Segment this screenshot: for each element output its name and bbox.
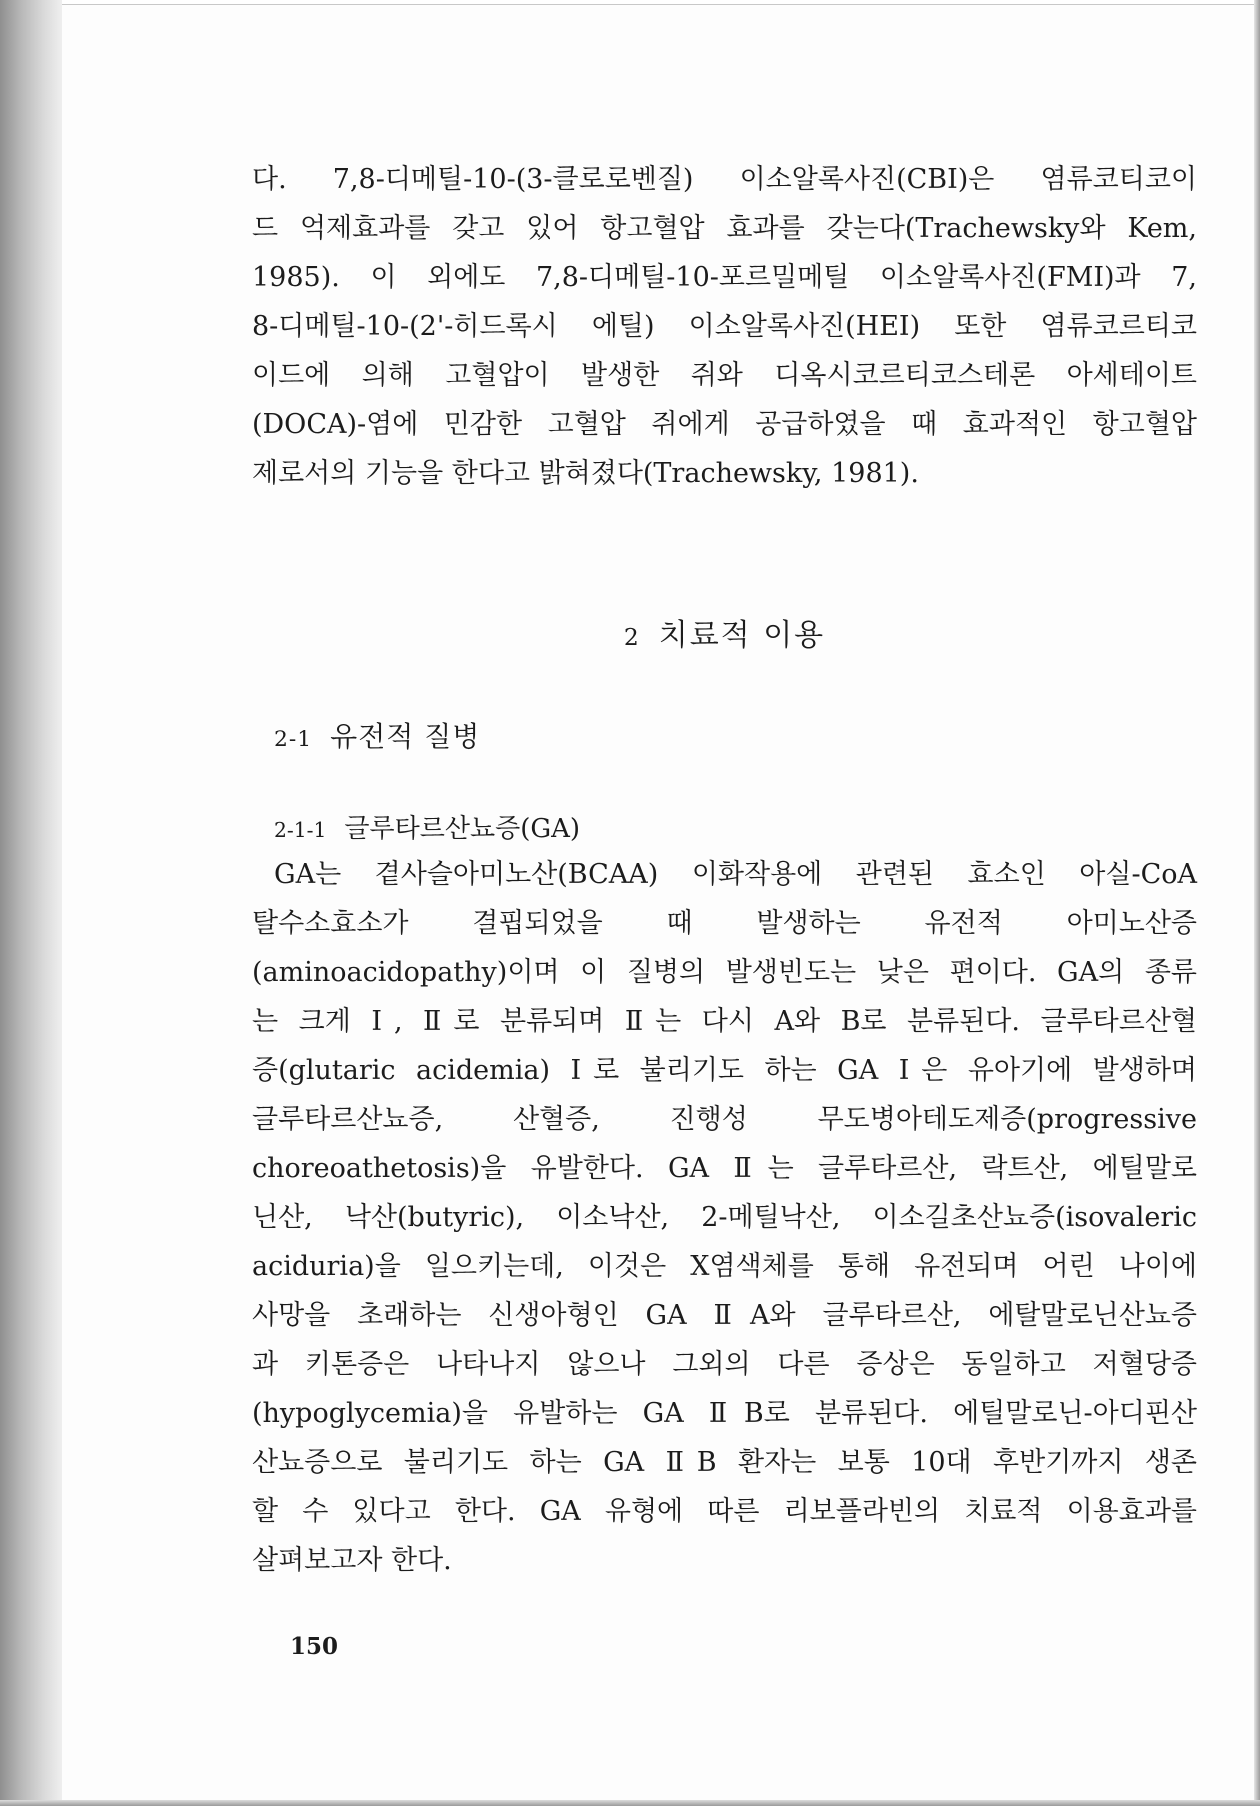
subsubsection-title: 글루타르산뇨증(GA) <box>344 814 581 844</box>
paragraph-1 <box>252 155 1197 498</box>
paragraph-line: 할 수 있다고 한다. GA 유형에 따른 리보플라빈의 치료적 이용효과를 <box>252 1496 1197 1527</box>
paragraph-line: 사망을 초래하는 신생아형인 GA ⅡA와 글루타르산, 에탈말로닌산뇨증 <box>252 1300 1197 1331</box>
section-number: 2 <box>623 623 641 651</box>
paragraph-line: 드 억제효과를 갖고 있어 항고혈압 효과를 갖는다(Trachewsky와 Kem, <box>252 213 1197 244</box>
paragraph-line: aciduria)을 일으키는데, 이것은 X염색체를 통해 유전되며 어린 나이에 <box>252 1251 1197 1282</box>
paragraph-line: 는 크게 Ⅰ, Ⅱ로 분류되며 Ⅱ는 다시 A와 B로 분류된다. 글루타르산혈 <box>252 1006 1197 1037</box>
paragraph-line: choreoathetosis)을 유발한다. GA Ⅱ는 글루타르산, 락트산, 에틸말로 <box>252 1153 1197 1184</box>
book-page <box>62 4 1254 1801</box>
paragraph-line: 다. 7,8-디메틸-10-(3-클로로벤질) 이소알록사진(CBI)은 염류코티코이 <box>252 164 1197 195</box>
book-bottom-edge <box>0 1800 1260 1806</box>
paragraph-line: 제로서의 기능을 한다고 밝혀졌다(Trachewsky, 1981). <box>252 458 919 489</box>
subsection-heading <box>274 715 480 755</box>
section-title: 치료적 이용 <box>658 618 826 653</box>
paragraph-line: (hypoglycemia)을 유발하는 GA ⅡB로 분류된다. 에틸말로닌-아디핀산 <box>252 1398 1197 1429</box>
paragraph-line: 증(glutaric acidemia) Ⅰ로 불리기도 하는 GA Ⅰ은 유아기에 발생하며 <box>252 1055 1197 1086</box>
paragraph-line: 8-디메틸-10-(2'-히드록시 에틸) 이소알록사진(HEI) 또한 염류코르티코 <box>252 311 1197 342</box>
paragraph-line: (aminoacidopathy)이며 이 질병의 발생빈도는 낮은 편이다. GA의 종류 <box>252 957 1197 988</box>
page-edge-right <box>1254 0 1260 1806</box>
paragraph-line: (DOCA)-염에 민감한 고혈압 쥐에게 공급하였을 때 효과적인 항고혈압 <box>252 409 1197 440</box>
subsubsection-heading <box>274 808 580 845</box>
subsection-title: 유전적 질병 <box>330 720 481 753</box>
subsubsection-number: 2-1-1 <box>274 818 327 842</box>
paragraph-line: 탈수소효소가 결핍되었을 때 발생하는 유전적 아미노산증 <box>252 908 1197 939</box>
paragraph-line: 1985). 이 외에도 7,8-디메틸-10-포르밀메틸 이소알록사진(FMI)과 7, <box>252 262 1197 293</box>
section-heading <box>252 610 1197 654</box>
book-spine-shadow <box>0 0 62 1806</box>
paragraph-2 <box>252 850 1197 1585</box>
paragraph-line: 산뇨증으로 불리기도 하는 GA ⅡB 환자는 보통 10대 후반기까지 생존 <box>252 1447 1197 1478</box>
paragraph-line: 살펴보고자 한다. <box>252 1545 452 1576</box>
paragraph-line: GA는 곁사슬아미노산(BCAA) 이화작용에 관련된 효소인 아실-CoA <box>274 859 1197 890</box>
paragraph-line: 과 키톤증은 나타나지 않으나 그외의 다른 증상은 동일하고 저혈당증 <box>252 1349 1197 1380</box>
paragraph-line: 이드에 의해 고혈압이 발생한 쥐와 디옥시코르티코스테론 아세테이트 <box>252 360 1197 391</box>
paragraph-line: 닌산, 낙산(butyric), 이소낙산, 2-메틸낙산, 이소길초산뇨증(isovaleric <box>252 1202 1197 1233</box>
paragraph-line: 글루타르산뇨증, 산혈증, 진행성 무도병아테도제증(progressive <box>252 1104 1197 1135</box>
page-number: 150 <box>290 1633 339 1660</box>
subsection-number: 2-1 <box>274 727 313 752</box>
